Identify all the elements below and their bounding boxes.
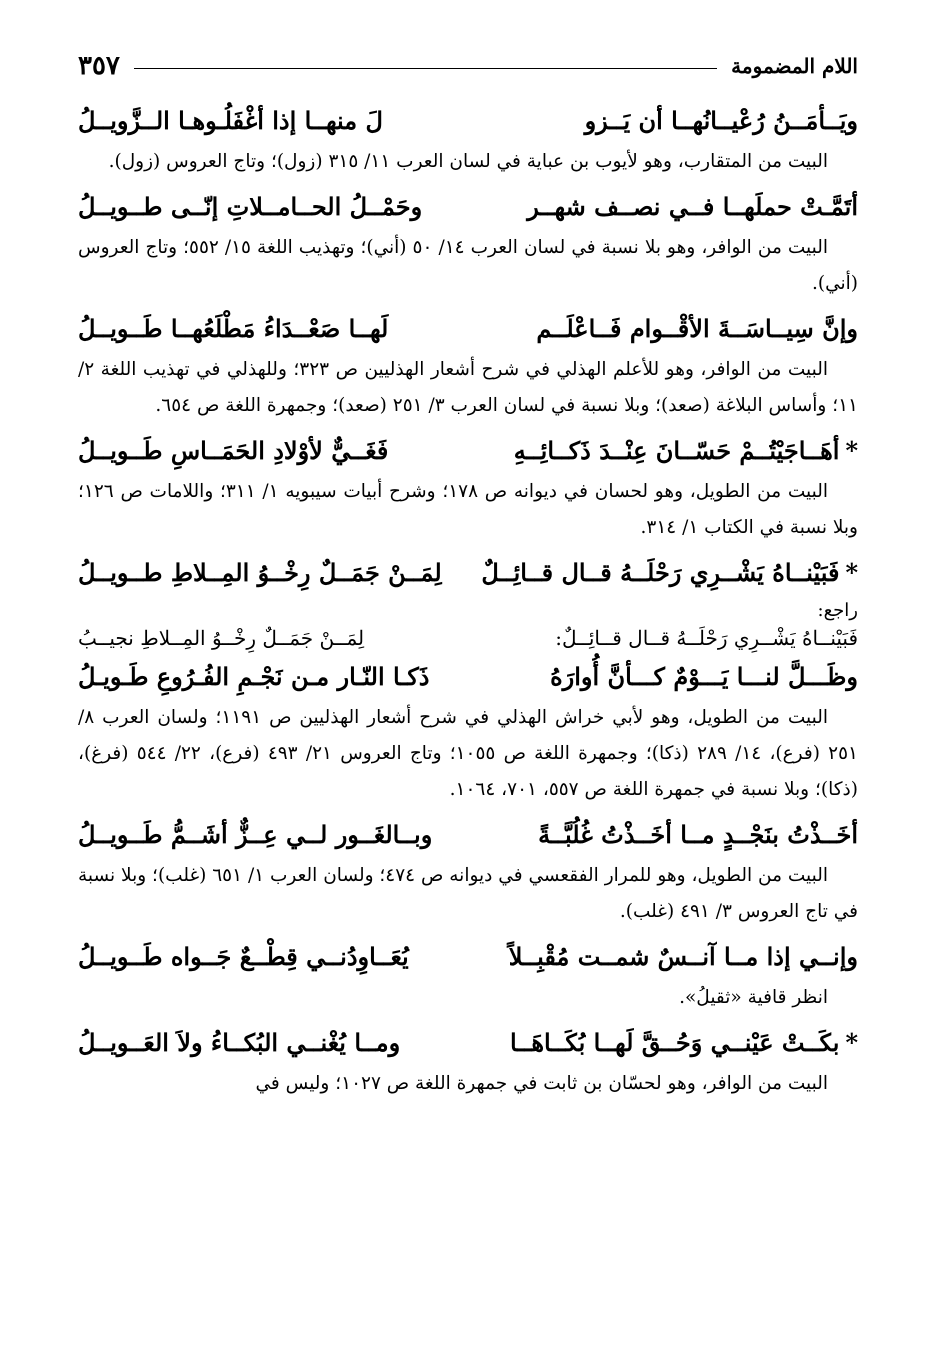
verse-first-hemistich-text: بكَــتْ عَيْنــي وَحُــقَّ لَهــا بُكَــاهَــا: [509, 1028, 840, 1057]
verse-line: [78, 98, 858, 144]
verse-line: [78, 550, 858, 596]
refer-second-hemistich: لِمَــنْ جَمَــلٌ رِخْــوُ المِــلاطِ نجيــبُ: [78, 626, 365, 650]
verse-second-hemistich: وبــالغَــور لــي عِــزٌّ أشَــمُّ طَــويــلُ: [78, 820, 433, 849]
verse-first-hemistich: وإنَّ سِيــاسَــةَ الأقْــوام فَــاعْلَــم: [536, 314, 858, 343]
verse-first-hemistich: [510, 1020, 858, 1066]
verse-note: البيت من الوافر، وهو للأعلم الهذلي في شرح أشعار الهذليين ص ٣٢٣؛ وللهذلي في تهذيب اللغة ٢/ ١١؛ وأساس البلاغة (صعد)؛ وبلا نسبة في لسان العرب ٣/ ٢٥١ (صعد)؛ وجمهرة اللغة ص ٦٥٤.: [78, 359, 858, 416]
page-number: ٣٥٧: [78, 51, 120, 81]
verse-first-hemistich: وإنــي إذا مــا آنــسٌ شمــت مُقْبِــلاً: [508, 942, 858, 971]
star-marker: *: [845, 436, 858, 465]
verse-first-hemistich: ويَــأمَــنُ رُعْيــانُهــا أن يَــزو: [584, 106, 858, 135]
verse-first-hemistich: أتَمَّـتْ حملَهــا فــي نصــف شهــر: [527, 192, 858, 221]
verse-first-hemistich-text: أهَــاجَيْتُــمْ حَسّــانَ عِنْــدَ ذَكــائِــهِ: [513, 436, 840, 465]
verse-first-hemistich: [514, 428, 858, 474]
page-header: [78, 44, 858, 88]
refer-first-hemistich: فَبَيْنــاهُ يَشْــرِي رَحْلَــهُ قــال قــائِــلٌ:: [555, 626, 858, 650]
verse-line: [78, 934, 858, 980]
verse-line: [78, 1020, 858, 1066]
verse-first-hemistich-text: فَبَيْنــاهُ يَشْــرِي رَحْلَــهُ قــال قــائِــلٌ: [481, 558, 840, 587]
verse-second-hemistich: يُعَــاوِدُنــي قِطْــعٌ جَــواه طَــويــلُ: [78, 942, 409, 971]
verse-note: البيت من الطويل، وهو لأبي خراش الهذلي في شرح أشعار الهذليين ص ١١٩١؛ ولسان العرب ٨/ ٢٥١ (فرع)، ١٤/ ٢٨٩ (ذكا)؛ وجمهرة اللغة ص ١٠٥٥؛ وتاج العروس ٢١/ ٤٩٣ (فرع)، ٢٢/ ٥٤٤ (فرغ)، (ذكا)؛ وبلا نسبة في جمهرة اللغة ص ٥٥٧، ٧٠١، ١٠٦٤.: [78, 707, 858, 800]
verse-note: البيت من الطويل، وهو للمرار الفقعسي في ديوانه ص ٤٧٤؛ ولسان العرب ١/ ٦٥١ (غلب)؛ وبلا نسبة في تاج العروس ٣/ ٤٩١ (غلب).: [78, 865, 858, 922]
verse-second-hemistich: لِمَــنْ جَمَــلٌ رِخْــوُ المِــلاطِ طــويــلُ: [78, 558, 442, 587]
verse-note: البيت من الطويل، وهو لحسان في ديوانه ص ١٧٨؛ وشرح أبيات سيبويه ١/ ٣١١؛ واللامات ص ١٢٦؛ وبلا نسبة في الكتاب ١/ ٣١٤.: [78, 481, 858, 538]
header-rule: [134, 68, 717, 69]
verse-second-hemistich: ومــا يُغْنــي البُكــاءُ ولاَ العَــويــلُ: [78, 1028, 401, 1057]
verse-first-hemistich: [481, 550, 858, 596]
verse-first-hemistich: وظَـــلَّ لنـــا يَـــوْمٌ كـــأنَّ أُوارَهُ: [550, 662, 858, 691]
verse-second-hemistich: لَهــا صَعْــدَاءُ مَطْلَعُهــا طَــويــلُ: [78, 314, 389, 343]
verse-line: [78, 654, 858, 700]
verse-first-hemistich: أخَــذْتُ بنَجْــدٍ مــا أخَــذْتُ غُلُبَّــةً: [538, 820, 858, 849]
refer-verse-line: [78, 622, 858, 654]
refer-label: راجع:: [817, 600, 858, 621]
verse-second-hemistich: ذَكـا النّـار مـن نَجْـمِ الفُـرُوعِ طَـويـلُ: [78, 662, 430, 691]
verse-line: [78, 428, 858, 474]
star-marker: *: [845, 1028, 858, 1057]
verse-note: انظر قافية «ثقيلُ».: [679, 987, 828, 1008]
running-head: اللام المضمومة: [731, 54, 858, 78]
verse-note: البيت من الوافر، وهو لحسّان بن ثابت في جمهرة اللغة ص ١٠٢٧؛ وليس في: [255, 1073, 828, 1094]
verse-note: البيت من الوافر، وهو بلا نسبة في لسان العرب ١٤/ ٥٠ (أني)؛ وتهذيب اللغة ١٥/ ٥٥٢؛ وتاج العروس (أني).: [78, 237, 858, 294]
page-body: [78, 98, 858, 1106]
verse-note: البيت من المتقارب، وهو لأيوب بن عباية في لسان العرب ١١/ ٣١٥ (زول)؛ وتاج العروس (زول).: [108, 151, 828, 172]
verse-line: [78, 306, 858, 352]
verse-second-hemistich: وحَمْــلُ الحــامــلاتِ إنّــى طــويــلُ: [78, 192, 423, 221]
verse-line: [78, 184, 858, 230]
star-marker: *: [845, 558, 858, 587]
verse-line: [78, 812, 858, 858]
verse-second-hemistich: لَ منهــا إذا أغْفَلُـوهـا الــزَّويــلُ: [78, 106, 383, 135]
verse-second-hemistich: فَغَــيٌّ لأوْلادِ الحَمَــاسِ طَــويــلُ: [78, 436, 389, 465]
